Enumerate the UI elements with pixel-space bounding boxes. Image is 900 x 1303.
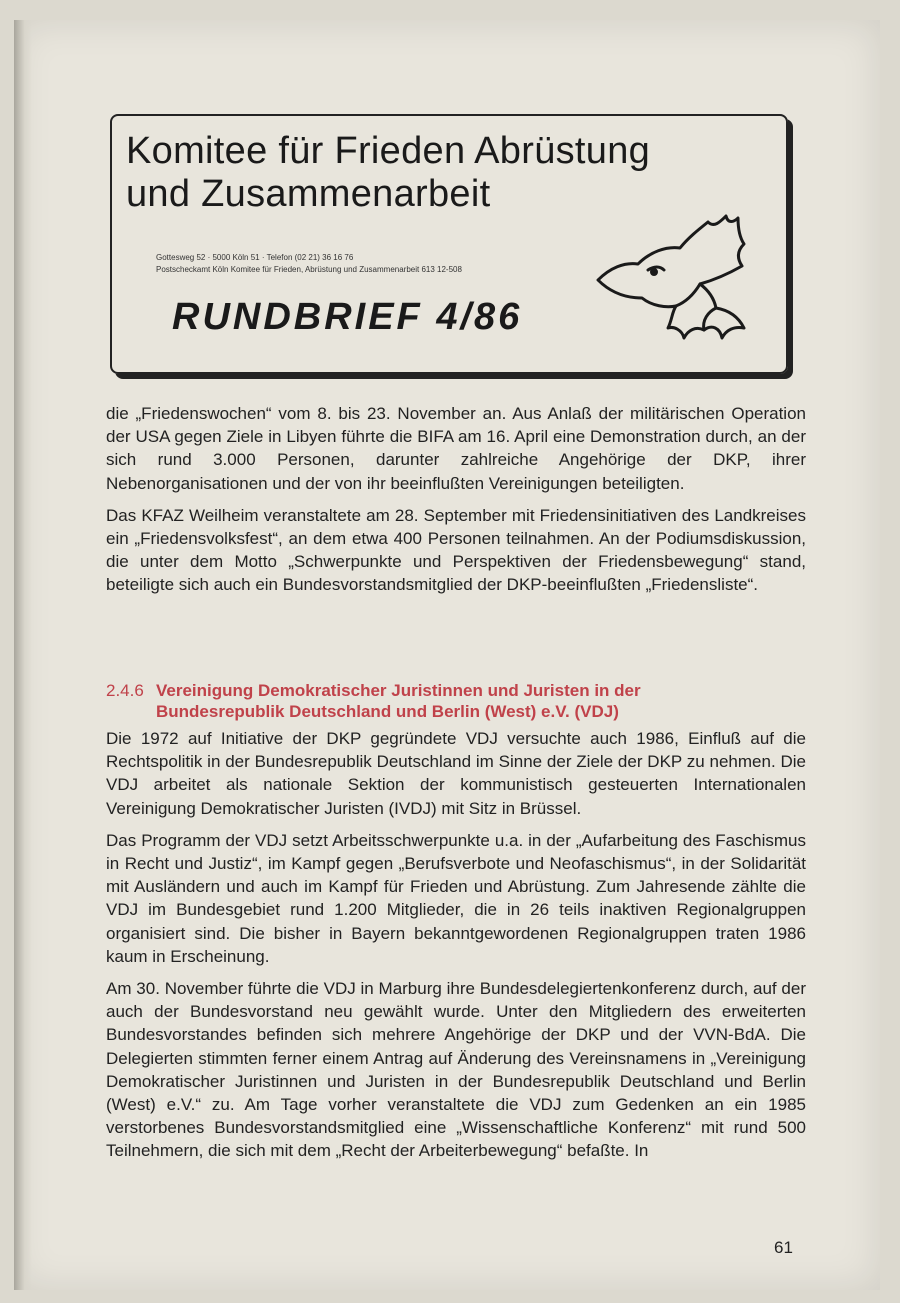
letterhead-title-line2: und Zusammenarbeit: [126, 173, 491, 215]
letterhead-title-line1: Komitee für Frieden Abrüstung: [126, 130, 651, 172]
page-binding-shadow: [14, 20, 32, 1290]
address-line: Gottesweg 52 · 5000 Köln 51 · Telefon (02 21) 36 16 76: [156, 253, 354, 262]
paragraph: Am 30. November führte die VDJ in Marburg ihre Bundesdelegiertenkonferenz durch, auf der auch der Bundesvorstand neu gewählt wurde. Unter den Mitgliedern des erweiterten Bundesvorstandes befinden sich mehrere Angehörige der DKP und der VVN-BdA. Die Delegierten stimmten ferner einem Antrag auf Änderung des Vereinsnamens in „Vereinigung Demokratischer Juristinnen und Juristen in der Bundesrepublik Deutschland und Berlin (West) e.V.“ zu. Am Tage vorher veranstaltete die VDJ zum Gedenken an ein 1985 verstorbenes Bundesvorstandsmitglied eine „Wissenschaftliche Konferenz“ mit rund 500 Teilnehmern, die sich mit dem „Recht der Arbeiterbewegung“ befaßte. In: [106, 979, 806, 1161]
letterhead-box: [110, 114, 788, 374]
section-heading: [106, 680, 806, 722]
peace-dove-icon: [588, 208, 770, 358]
letterhead-title: [126, 130, 650, 216]
paragraph: Das KFAZ Weilheim veranstaltete am 28. September mit Friedensinitiativen des Landkreises ein „Friedensvolksfest“, an dem etwa 400 Personen teilnahmen. An der Podiumsdiskussion, die unter dem Motto „Schwerpunkte und Perspektiven der Friedensbewegung“ stand, beteiligte sich auch ein Bundesvorstandsmitglied der DKP-beeinflußten „Friedensliste“.: [106, 505, 806, 595]
body-lower: [106, 727, 806, 1172]
paragraph: Das Programm der VDJ setzt Arbeitsschwerpunkte u.a. in der „Aufarbeitung des Faschismus in Recht und Justiz“, im Kampf gegen „Berufsverbote und Neofaschismus“, in der Solidarität mit Ausländern und auch im Kampf für Frieden und Abrüstung. Zum Jahresende zählte die VDJ im Bundesgebiet rund 1.200 Mitglieder, die in 26 teils inaktiven Regionalgruppen organisiert sind. Die bisher in Bayern bekanntgewordenen Regionalgruppen traten 1986 kaum in Erscheinung.: [106, 830, 806, 966]
page-number: 61: [774, 1238, 793, 1257]
section-title-line1: Vereinigung Demokratischer Juristinnen und Juristen in der: [156, 681, 641, 700]
paragraph: die „Friedenswochen“ vom 8. bis 23. November an. Aus Anlaß der militärischen Operation der USA gegen Ziele in Libyen führte die BIFA am 16. April eine Demonstration durch, an der sich rund 3.000 Personen, darunter zahlreiche Angehörige der DKP, ihrer Nebenorganisationen und der von ihr beeinflußten Vereinigungen beteiligten.: [106, 404, 806, 493]
bank-line: Postscheckamt Köln Komitee für Frieden, Abrüstung und Zusammenarbeit 613 12-508: [156, 265, 462, 274]
issue-title: RUNDBRIEF 4/86: [172, 296, 523, 338]
letterhead-address: [156, 252, 462, 276]
scanned-page: [14, 20, 880, 1290]
section-title-line2: Bundesrepublik Deutschland und Berlin (West) e.V. (VDJ): [156, 702, 619, 721]
body-upper: [106, 402, 806, 606]
paragraph: Die 1972 auf Initiative der DKP gegründete VDJ versuchte auch 1986, Einfluß auf die Rechtspolitik in der Bundesrepublik Deutschland im Sinne der Ziele der DKP zu nehmen. Die VDJ arbeitet als nationale Sektion der kommunistisch gesteuerten Internationalen Vereinigung Demokratischer Juristen (IVDJ) mit Sitz in Brüssel.: [106, 729, 806, 818]
section-number: 2.4.6: [106, 681, 144, 700]
